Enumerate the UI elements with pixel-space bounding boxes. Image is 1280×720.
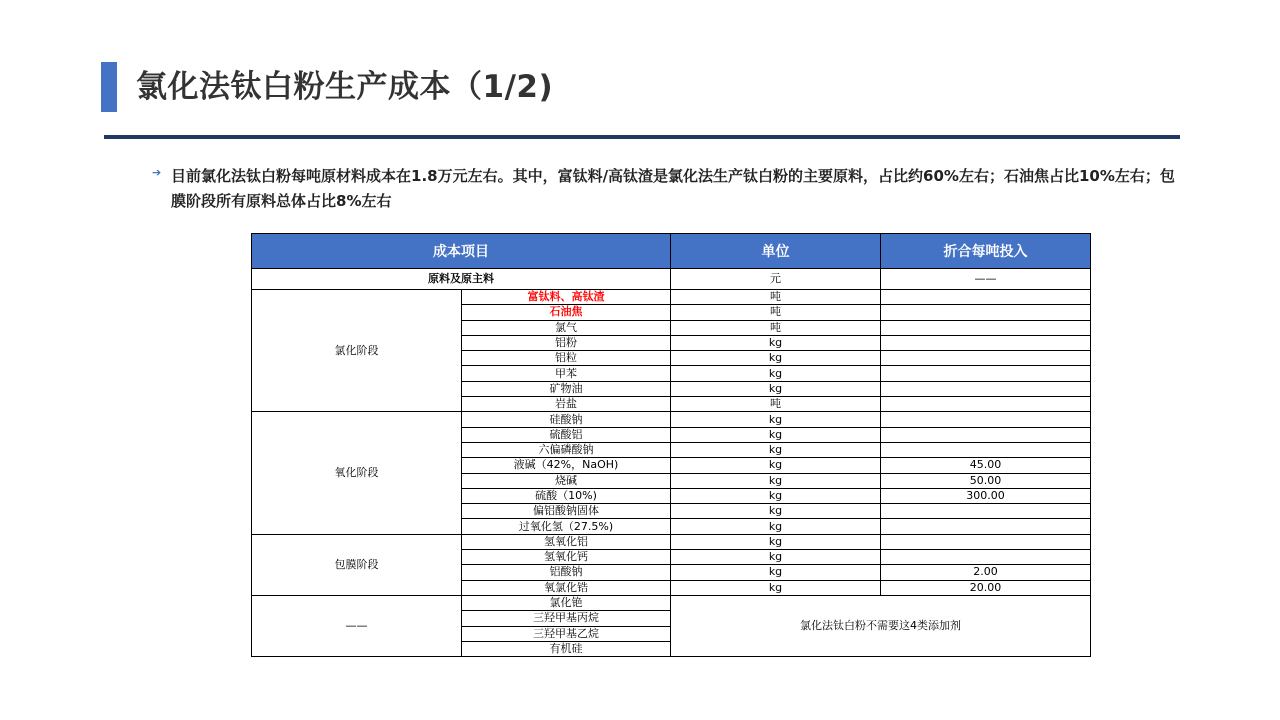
cell-item: 有机硅 xyxy=(462,641,671,656)
cell-item: 烧碱 xyxy=(462,473,671,488)
cell-unit: kg xyxy=(671,580,881,595)
table-row xyxy=(252,534,1091,549)
cell-unit: kg xyxy=(671,427,881,442)
additives-note-cell: 氯化法钛白粉不需要这4类添加剂 xyxy=(671,595,1091,656)
title-divider xyxy=(104,135,1180,139)
cell-value: —— xyxy=(881,269,1091,290)
cell-item: 过氧化氢（27.5%) xyxy=(462,519,671,534)
cell-item: 氢氧化钙 xyxy=(462,550,671,565)
header-per-ton-input: 折合每吨投入 xyxy=(881,234,1091,269)
cell-unit: kg xyxy=(671,458,881,473)
cell-unit: kg xyxy=(671,488,881,503)
header-unit: 单位 xyxy=(671,234,881,269)
cell-item: 富钛料、高钛渣 xyxy=(462,290,671,305)
cell-value xyxy=(881,320,1091,335)
cell-value xyxy=(881,397,1091,412)
cell-unit: kg xyxy=(671,381,881,396)
cell-value xyxy=(881,335,1091,350)
cell-unit: 吨 xyxy=(671,290,881,305)
cell-unit: kg xyxy=(671,534,881,549)
cell-unit: kg xyxy=(671,550,881,565)
cell-unit: kg xyxy=(671,351,881,366)
cell-item: 铝酸钠 xyxy=(462,565,671,580)
cell-value: 45.00 xyxy=(881,458,1091,473)
table-row-base xyxy=(252,269,1091,290)
cell-item: 硅酸钠 xyxy=(462,412,671,427)
cell-unit: kg xyxy=(671,442,881,457)
cell-item: 偏铝酸钠固体 xyxy=(462,504,671,519)
cell-unit: 吨 xyxy=(671,397,881,412)
cell-value xyxy=(881,381,1091,396)
stage-cell-oxidation: 氧化阶段 xyxy=(252,412,462,534)
cell-item: 矿物油 xyxy=(462,381,671,396)
cell-unit: kg xyxy=(671,366,881,381)
stage-cell-coating: 包膜阶段 xyxy=(252,534,462,595)
cell-value xyxy=(881,427,1091,442)
cell-value: 50.00 xyxy=(881,473,1091,488)
table-row xyxy=(252,290,1091,305)
cell-unit: 元 xyxy=(671,269,881,290)
cell-unit: kg xyxy=(671,412,881,427)
cell-item: 硫酸铝 xyxy=(462,427,671,442)
stage-cell-none: —— xyxy=(252,595,462,656)
page-title: 氯化法钛白粉生产成本（1/2) xyxy=(136,69,554,105)
cell-item: 铝粒 xyxy=(462,351,671,366)
summary-text: 目前氯化法钛白粉每吨原材料成本在1.8万元左右。其中，富钛料/高钛渣是氯化法生产钛白粉的主要原料，占比约60%左右；石油焦占比10%左右；包膜阶段所有原料总体占比8%左右 xyxy=(171,167,1175,210)
cell-value xyxy=(881,290,1091,305)
stage-cell-chlorination: 氯化阶段 xyxy=(252,290,462,412)
cell-item: 六偏磷酸钠 xyxy=(462,442,671,457)
cell-item: 三羟甲基乙烷 xyxy=(462,626,671,641)
table-header-row xyxy=(252,234,1091,269)
cell-value: 300.00 xyxy=(881,488,1091,503)
cell-item: 三羟甲基丙烷 xyxy=(462,611,671,626)
cell-value xyxy=(881,519,1091,534)
cell-value xyxy=(881,550,1091,565)
cell-item: 甲苯 xyxy=(462,366,671,381)
cell-unit: kg xyxy=(671,519,881,534)
cell-value xyxy=(881,351,1091,366)
cell-value xyxy=(881,412,1091,427)
arrow-bullet-icon: ➔ xyxy=(152,166,162,179)
cell-item: 岩盐 xyxy=(462,397,671,412)
cell-unit: 吨 xyxy=(671,305,881,320)
cell-item: 铝粉 xyxy=(462,335,671,350)
cell-unit: 吨 xyxy=(671,320,881,335)
cell-item: 氯气 xyxy=(462,320,671,335)
cell-unit: kg xyxy=(671,504,881,519)
cell-value xyxy=(881,442,1091,457)
cell-item: 氯化铯 xyxy=(462,595,671,610)
cell-value: 20.00 xyxy=(881,580,1091,595)
cost-table xyxy=(251,233,1091,657)
cell-value xyxy=(881,305,1091,320)
cell-unit: kg xyxy=(671,473,881,488)
title-accent-bar xyxy=(101,62,117,112)
cell-unit: kg xyxy=(671,335,881,350)
cell-item: 石油焦 xyxy=(462,305,671,320)
header-cost-item: 成本项目 xyxy=(252,234,671,269)
cell-value xyxy=(881,534,1091,549)
table-row xyxy=(252,595,1091,610)
cell-unit: kg xyxy=(671,565,881,580)
cell-item: 液碱（42%，NaOH) xyxy=(462,458,671,473)
cell-value: 2.00 xyxy=(881,565,1091,580)
cell-item: 氧氯化锆 xyxy=(462,580,671,595)
table-row xyxy=(252,412,1091,427)
cell-value xyxy=(881,366,1091,381)
cell-value xyxy=(881,504,1091,519)
cell-item: 原料及原主料 xyxy=(252,269,671,290)
cell-item: 硫酸（10%) xyxy=(462,488,671,503)
cell-item: 氢氧化铝 xyxy=(462,534,671,549)
